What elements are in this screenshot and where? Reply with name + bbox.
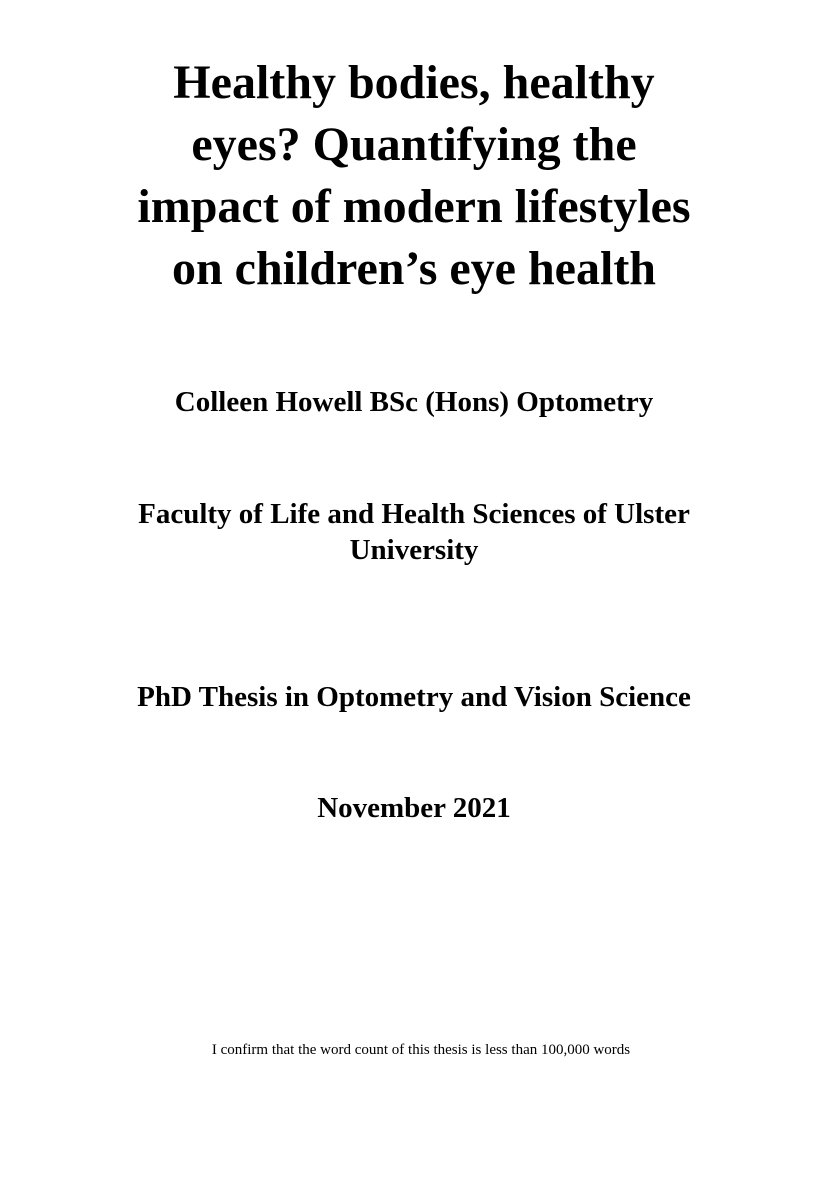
- submission-date: November 2021: [317, 792, 511, 824]
- author-name: Colleen Howell BSc (Hons) Optometry: [174, 386, 654, 418]
- faculty-line: University: [349, 534, 479, 566]
- thesis-title-line: impact of modern lifestyles: [137, 180, 691, 233]
- thesis-title-line: eyes? Quantifying the: [191, 118, 637, 171]
- faculty-line: Faculty of Life and Health Sciences of Ulster: [138, 498, 690, 530]
- word-count-statement: I confirm that the word count of this thesis is less than 100,000 words: [211, 1042, 631, 1058]
- faculty-affiliation: [0, 496, 828, 568]
- degree-title: PhD Thesis in Optometry and Vision Science: [137, 681, 691, 713]
- thesis-title: [0, 52, 828, 300]
- thesis-title-line: on children’s eye health: [171, 242, 656, 295]
- thesis-title-line: Healthy bodies, healthy: [173, 56, 655, 109]
